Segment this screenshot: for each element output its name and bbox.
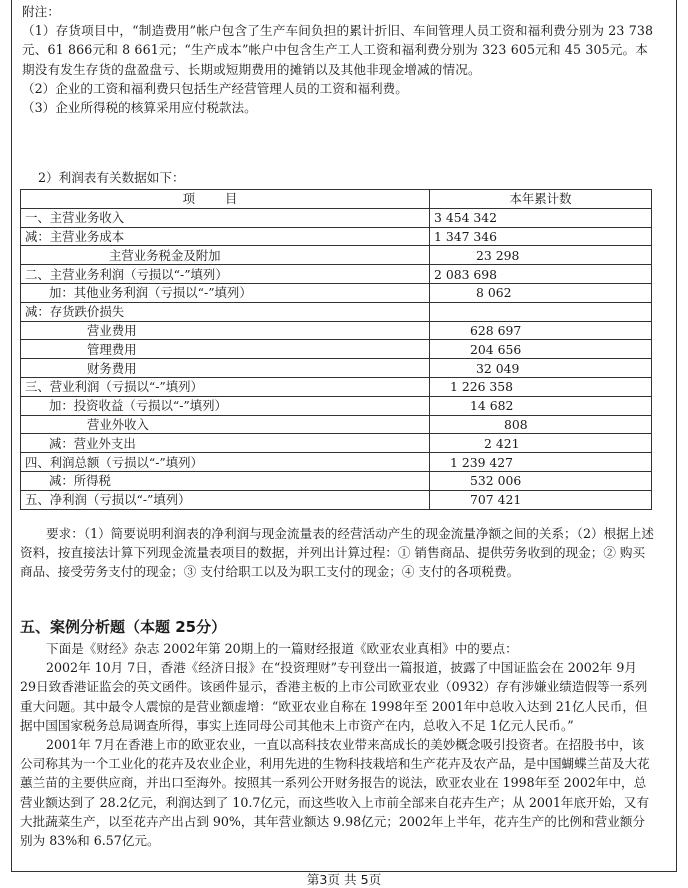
table-row — [21, 453, 652, 472]
row-label: 三、营业利润（亏损以“-”填列） — [21, 377, 430, 396]
row-label: 营业外收入 — [21, 415, 430, 434]
col-header-value: 本年累计数 — [430, 190, 652, 209]
table-row — [21, 321, 652, 340]
row-label: 一、主营业务收入 — [21, 208, 430, 227]
table-row — [21, 359, 652, 378]
col-header-item: 项目 — [21, 190, 430, 209]
note-2: （2）企业的工资和福利费只包括生产经营管理人员的工资和福利费。 — [22, 80, 408, 96]
case-paragraph-1: 2002年 10月 7日，香港《经济日报》在“投资理财”专刊登出一篇报道，披露了中国证监会在 2002年 9月 29日致香港证监会的英文函件。该函件显示，香港主板的上市公司欧亚农业（0932）存有涉嫌业绩造假等一系列重大问题。其中最令人震惊的是营业额虚增：“欧亚农业自称在 1998年至 2001年中总收入达到 21亿人民币，但据中国国家税务总局调查所得，事实上连同母公司其他未上市资产在内，总收入不足 1亿元人民币。” — [20, 660, 648, 733]
profit-table — [20, 189, 652, 510]
row-value: 532 006 — [430, 471, 652, 490]
row-value: 628 697 — [430, 321, 652, 340]
note-1: （1）存货项目中，“制造费用”帐户包含了生产车间负担的累计折旧、车间管理人员工资和福利费分别为 23 738元、61 866元和 8 661元；“生产成本”帐户中包含生产工人工资和福利费分别为 323 605元和 45 305元。本期没有发生存货的盘盈盘亏、长期或短期费用的摊销以及其他非现金增减的情况。 — [22, 23, 654, 77]
row-label: 营业费用 — [21, 321, 430, 340]
table-row — [21, 396, 652, 415]
row-value: 32 049 — [430, 359, 652, 378]
table-row — [21, 471, 652, 490]
profit-intro: 2）利润表有关数据如下： — [38, 170, 185, 185]
row-value: 14 682 — [430, 396, 652, 415]
row-label: 减：存货跌价损失 — [21, 302, 430, 321]
row-value — [430, 302, 652, 321]
requirement-text: 要求：（1）简要说明利润表的净利润与现金流量表的经营活动产生的现金流量净额之间的关系；（2）根据上述资料，按直接法计算下列现金流量表项目的数据，并列出计算过程：① 销售商品、提供劳务收到的现金；② 购买商品、接受劳务支付的现金；③ 支付给职工以及为职工支付的现金；④ 支付的各项税费。 — [20, 526, 654, 580]
table-row — [21, 227, 652, 246]
row-label: 减：所得税 — [21, 471, 430, 490]
page-footer: 第3页 共 5页 — [306, 872, 382, 887]
row-label: 加：其他业务利润（亏损以“-”填列） — [21, 283, 430, 302]
row-value: 3 454 342 — [430, 208, 652, 227]
row-value: 2 083 698 — [430, 265, 652, 284]
row-value: 1 239 427 — [430, 453, 652, 472]
table-row — [21, 265, 652, 284]
row-value: 808 — [430, 415, 652, 434]
table-row — [21, 377, 652, 396]
row-value: 8 062 — [430, 283, 652, 302]
note-3: （3）企业所得税的核算采用应付税款法。 — [22, 100, 257, 116]
row-label: 减：营业外支出 — [21, 434, 430, 453]
notes-heading: 附注： — [22, 4, 60, 19]
section-5 — [20, 616, 656, 850]
case-paragraph-2: 2001年 7月在香港上市的欧亚农业，一直以高科技农业带来高成长的美妙概念吸引投资者。在招股书中，该公司称其为一个工业化的花卉及农业企业，利用先进的生物科技栽培和生产花卉及农产品，是中国蝴蝶兰苗及大花蕙兰苗的主要供应商，并出口至海外。按照其一系列公开财务报告的说法，欧亚农业在 1998年至 2002年中，总营业额达到了 28.2亿元，利润达到了 10.7亿元，而这些收入上市前全部来自花卉生产；从 2001年底开始，又有大批蔬菜生产，以至花卉产出占到 90%，其年营业额达 9.98亿元；2002年上半年，花卉生产的比例和营业额分别为 83%和 6.57亿元。 — [20, 737, 650, 849]
table-header-row — [21, 190, 652, 209]
row-value: 23 298 — [430, 246, 652, 265]
row-value: 1 347 346 — [430, 227, 652, 246]
row-label: 减：主营业务成本 — [21, 227, 430, 246]
section-5-title: 五、案例分析题（本题 25分） — [20, 618, 227, 636]
notes-block — [22, 2, 660, 117]
table-row — [21, 246, 652, 265]
row-label: 加：投资收益（亏损以“-”填列） — [21, 396, 430, 415]
row-value: 2 421 — [430, 434, 652, 453]
table-row — [21, 302, 652, 321]
row-label: 五、净利润（亏损以“-”填列） — [21, 490, 430, 509]
table-row — [21, 340, 652, 359]
row-label: 二、主营业务利润（亏损以“-”填列） — [21, 265, 430, 284]
case-intro: 下面是《财经》杂志 2002年第 20期上的一篇财经报道《欧亚农业真相》中的要点： — [46, 641, 518, 656]
row-value: 1 226 358 — [430, 377, 652, 396]
table-row — [21, 434, 652, 453]
table-row — [21, 208, 652, 227]
row-label: 主营业务税金及附加 — [21, 246, 430, 265]
table-row — [21, 415, 652, 434]
row-value: 707 421 — [430, 490, 652, 509]
row-label: 管理费用 — [21, 340, 430, 359]
row-label: 财务费用 — [21, 359, 430, 378]
table-row — [21, 490, 652, 509]
table-row — [21, 283, 652, 302]
row-value: 204 656 — [430, 340, 652, 359]
row-label: 四、利润总额（亏损以“-”填列） — [21, 453, 430, 472]
